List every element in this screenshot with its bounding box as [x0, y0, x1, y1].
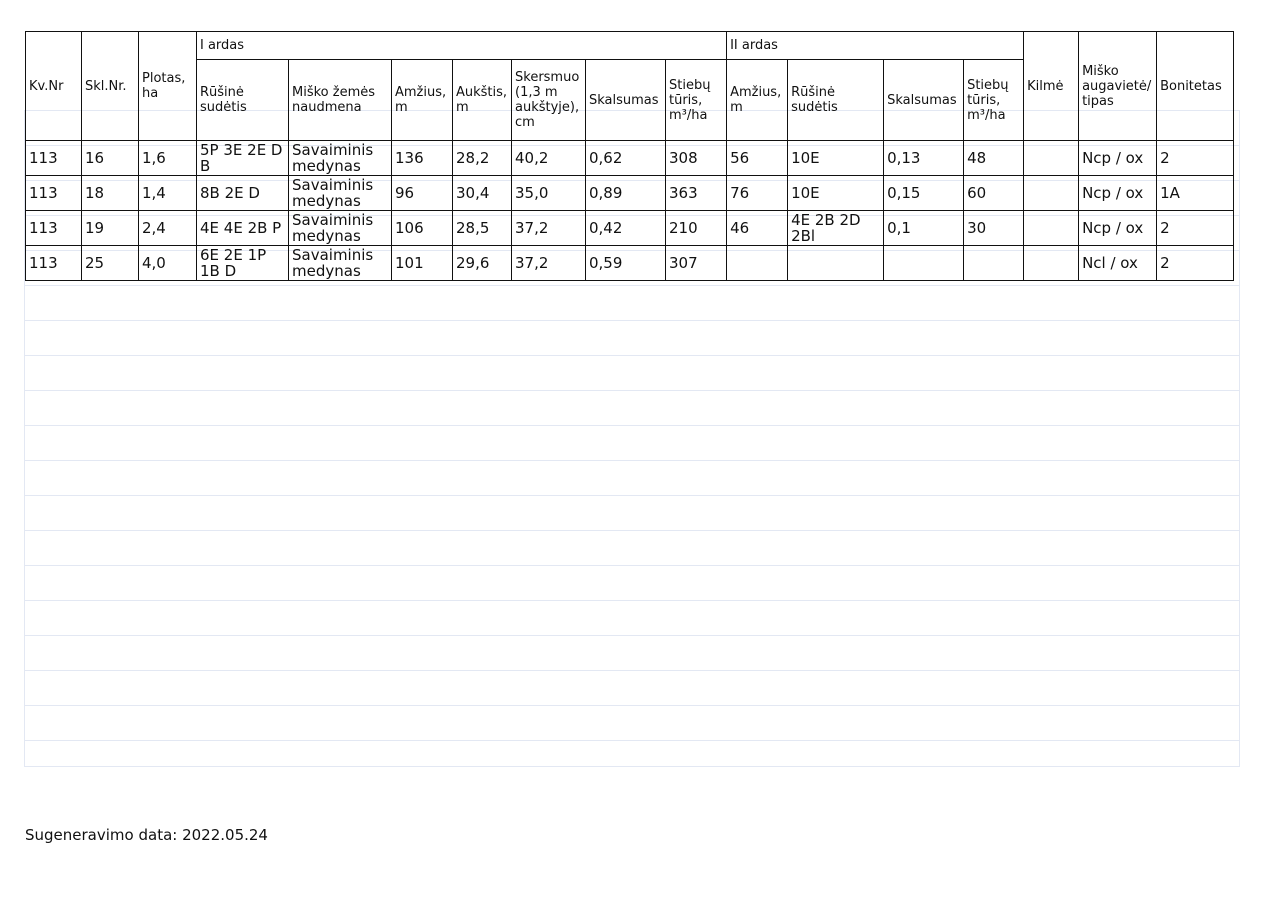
cell-rusine-1: 8B 2E D: [197, 176, 289, 211]
cell-plotas: 2,4: [139, 211, 197, 246]
cell-turis-2: [964, 246, 1024, 281]
col-amzius-2: Amžius, m: [727, 60, 788, 141]
col-skersmuo: Skersmuo (1,3 m aukštyje), cm: [512, 60, 586, 141]
cell-skersmuo: 40,2: [512, 141, 586, 176]
col-skalsumas-2: Skalsumas: [884, 60, 964, 141]
cell-skl: 18: [82, 176, 139, 211]
cell-bonitetas: 2: [1157, 211, 1234, 246]
cell-bonitetas: 2: [1157, 246, 1234, 281]
cell-skersmuo: 37,2: [512, 211, 586, 246]
cell-naudmena: Savaiminis medynas: [289, 176, 392, 211]
group-ardas-1: I ardas: [197, 32, 727, 60]
cell-plotas: 1,4: [139, 176, 197, 211]
cell-kv: 113: [26, 176, 82, 211]
col-rusine-sudetis-2: Rūšinė sudėtis: [788, 60, 884, 141]
taxation-table: [25, 31, 1234, 281]
cell-augaviete: Ncp / ox: [1079, 141, 1157, 176]
cell-skalsumas-2: [884, 246, 964, 281]
cell-rusine-2: 4E 2B 2D 2Bl: [788, 211, 884, 246]
col-augaviete: Miško augavietė/ tipas: [1079, 32, 1157, 141]
cell-skalsumas-1: 0,42: [586, 211, 666, 246]
cell-skalsumas-1: 0,59: [586, 246, 666, 281]
table-row: [26, 246, 1234, 281]
cell-turis-2: 30: [964, 211, 1024, 246]
cell-aukstis: 28,5: [453, 211, 512, 246]
cell-turis-2: 48: [964, 141, 1024, 176]
cell-amzius-2: [727, 246, 788, 281]
cell-aukstis: 30,4: [453, 176, 512, 211]
cell-plotas: 4,0: [139, 246, 197, 281]
cell-skalsumas-1: 0,89: [586, 176, 666, 211]
group-ardas-2: II ardas: [727, 32, 1024, 60]
cell-kilme: [1024, 246, 1079, 281]
cell-amzius-1: 106: [392, 211, 453, 246]
col-kilme: Kilmė: [1024, 32, 1079, 141]
col-aukstis: Aukštis, m: [453, 60, 512, 141]
cell-kilme: [1024, 211, 1079, 246]
cell-plotas: 1,6: [139, 141, 197, 176]
cell-rusine-1: 6E 2E 1P 1B D: [197, 246, 289, 281]
cell-naudmena: Savaiminis medynas: [289, 211, 392, 246]
col-skalsumas-1: Skalsumas: [586, 60, 666, 141]
cell-amzius-2: 56: [727, 141, 788, 176]
cell-skl: 25: [82, 246, 139, 281]
cell-kv: 113: [26, 246, 82, 281]
generation-date: Sugeneravimo data: 2022.05.24: [25, 826, 268, 844]
table-row: [26, 176, 1234, 211]
cell-augaviete: Ncp / ox: [1079, 176, 1157, 211]
col-amzius-1: Amžius, m: [392, 60, 453, 141]
col-bonitetas: Bonitetas: [1157, 32, 1234, 141]
cell-skalsumas-2: 0,1: [884, 211, 964, 246]
cell-rusine-1: 4E 4E 2B P: [197, 211, 289, 246]
cell-aukstis: 28,2: [453, 141, 512, 176]
cell-bonitetas: 1A: [1157, 176, 1234, 211]
cell-amzius-2: 76: [727, 176, 788, 211]
cell-turis-1: 210: [666, 211, 727, 246]
col-naudmena: Miško žemės naudmena: [289, 60, 392, 141]
col-skl-nr: Skl.Nr.: [82, 32, 139, 141]
cell-bonitetas: 2: [1157, 141, 1234, 176]
cell-turis-2: 60: [964, 176, 1024, 211]
cell-kilme: [1024, 141, 1079, 176]
col-kv-nr: Kv.Nr: [26, 32, 82, 141]
col-plotas: Plotas, ha: [139, 32, 197, 141]
cell-kilme: [1024, 176, 1079, 211]
col-stiebu-turis-2: Stiebų tūris, m³/ha: [964, 60, 1024, 141]
cell-kv: 113: [26, 141, 82, 176]
cell-amzius-1: 96: [392, 176, 453, 211]
cell-aukstis: 29,6: [453, 246, 512, 281]
cell-rusine-1: 5P 3E 2E D B: [197, 141, 289, 176]
table-row: [26, 211, 1234, 246]
cell-naudmena: Savaiminis medynas: [289, 141, 392, 176]
cell-skl: 16: [82, 141, 139, 176]
cell-skalsumas-2: 0,13: [884, 141, 964, 176]
col-rusine-sudetis-1: Rūšinė sudėtis: [197, 60, 289, 141]
cell-skl: 19: [82, 211, 139, 246]
cell-amzius-1: 101: [392, 246, 453, 281]
cell-rusine-2: 10E: [788, 176, 884, 211]
cell-skersmuo: 37,2: [512, 246, 586, 281]
cell-naudmena: Savaiminis medynas: [289, 246, 392, 281]
cell-rusine-2: 10E: [788, 141, 884, 176]
col-stiebu-turis-1: Stiebų tūris, m³/ha: [666, 60, 727, 141]
cell-turis-1: 363: [666, 176, 727, 211]
cell-rusine-2: [788, 246, 884, 281]
cell-turis-1: 307: [666, 246, 727, 281]
cell-skalsumas-2: 0,15: [884, 176, 964, 211]
cell-augaviete: Ncp / ox: [1079, 211, 1157, 246]
cell-turis-1: 308: [666, 141, 727, 176]
table-row: [26, 141, 1234, 176]
cell-skalsumas-1: 0,62: [586, 141, 666, 176]
cell-augaviete: Ncl / ox: [1079, 246, 1157, 281]
cell-kv: 113: [26, 211, 82, 246]
cell-skersmuo: 35,0: [512, 176, 586, 211]
cell-amzius-2: 46: [727, 211, 788, 246]
cell-amzius-1: 136: [392, 141, 453, 176]
